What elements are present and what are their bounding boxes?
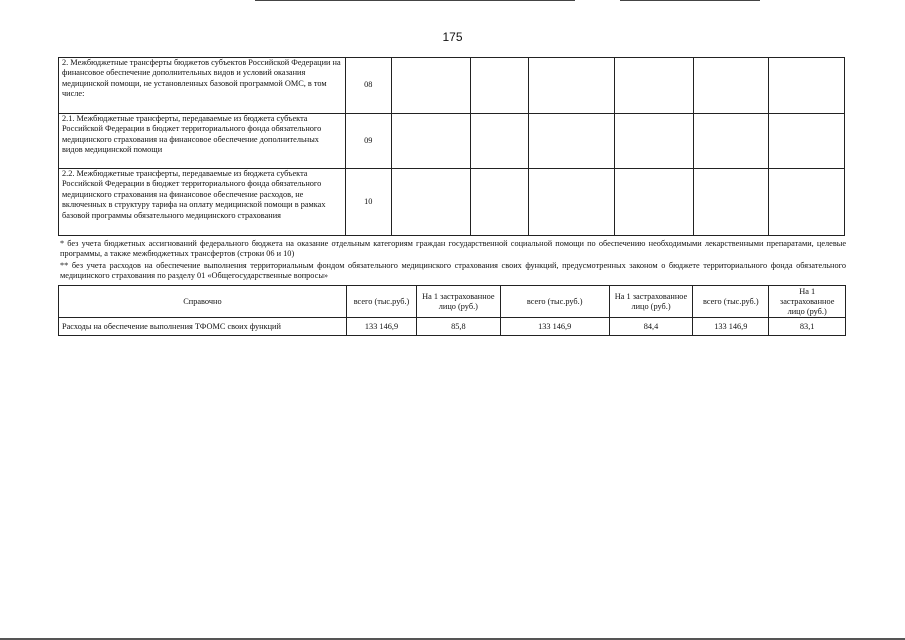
empty-cell — [391, 169, 470, 236]
column-header: всего (тыс.руб.) — [693, 286, 769, 318]
table-cell: 85,8 — [417, 318, 500, 336]
table-row — [59, 318, 846, 336]
table-cell: 84,4 — [609, 318, 692, 336]
row-code: 08 — [345, 58, 391, 114]
row-description: 2. Межбюджетные трансферты бюджетов субъектов Российской Федерации на финансовое обеспечение дополнительных видов и условий оказания медицинской помощи, не установленных базовой программой ОМС, в том числе: — [59, 58, 346, 114]
column-header: На 1 застрахованное лицо (руб.) — [417, 286, 500, 318]
empty-cell — [615, 114, 694, 169]
footnote-1: * без учета бюджетных ассигнований федерального бюджета на оказание отдельным категориям граждан государственной социальной помощи по обеспечению необходимыми лекарственными препаратами, целевые программы, а также межбюджетных трансфертов (строки 06 и 10) — [60, 239, 846, 258]
scan-edge-top — [255, 0, 575, 1]
table-cell: 133 146,9 — [346, 318, 416, 336]
empty-cell — [528, 114, 614, 169]
empty-cell — [391, 114, 470, 169]
reference-table — [58, 285, 846, 336]
empty-cell — [693, 58, 769, 114]
table-cell: 83,1 — [769, 318, 846, 336]
empty-cell — [615, 169, 694, 236]
empty-cell — [615, 58, 694, 114]
empty-cell — [471, 169, 529, 236]
row-description: 2.2. Межбюджетные трансферты, передаваемые из бюджета субъекта Российской Федерации в бюджет территориального фонда обязательного медицинского страхования на финансовое обеспечение расходов, не включенных в структуру тарифа на оплату медицинской помощи в рамках базовой программы обязательного медицинского страхования — [59, 169, 346, 236]
row-code: 09 — [345, 114, 391, 169]
empty-cell — [528, 169, 614, 236]
row-label: Расходы на обеспечение выполнения ТФОМС своих функций — [59, 318, 347, 336]
empty-cell — [471, 114, 529, 169]
empty-cell — [528, 58, 614, 114]
empty-cell — [693, 169, 769, 236]
empty-cell — [769, 58, 845, 114]
empty-cell — [471, 58, 529, 114]
table-cell: 133 146,9 — [693, 318, 769, 336]
column-header: всего (тыс.руб.) — [500, 286, 609, 318]
table-row — [59, 169, 845, 236]
column-header: всего (тыс.руб.) — [346, 286, 416, 318]
scan-edge-top — [620, 0, 760, 1]
empty-cell — [769, 114, 845, 169]
row-code: 10 — [345, 169, 391, 236]
footnote-2: ** без учета расходов на обеспечение выполнения территориальным фондом обязательного медицинского страхования своих функций, предусмотренных законом о бюджете территориального фонда обязательного медицинского страхования по разделу 01 «Общегосударственные вопросы» — [60, 261, 846, 280]
table-header-row — [59, 286, 846, 318]
table-cell: 133 146,9 — [500, 318, 609, 336]
main-table — [58, 57, 845, 236]
page-number: 175 — [442, 30, 463, 44]
empty-cell — [769, 169, 845, 236]
empty-cell — [693, 114, 769, 169]
column-header: На 1 застрахованное лицо (руб.) — [769, 286, 846, 318]
table-row — [59, 114, 845, 169]
row-description: 2.1. Межбюджетные трансферты, передаваемые из бюджета субъекта Российской Федерации в бюджет территориального фонда обязательного медицинского страхования на финансовое обеспечение дополнительных видов медицинской помощи — [59, 114, 346, 169]
column-header: На 1 застрахованное лицо (руб.) — [609, 286, 692, 318]
column-header: Справочно — [59, 286, 347, 318]
empty-cell — [391, 58, 470, 114]
table-row — [59, 58, 845, 114]
